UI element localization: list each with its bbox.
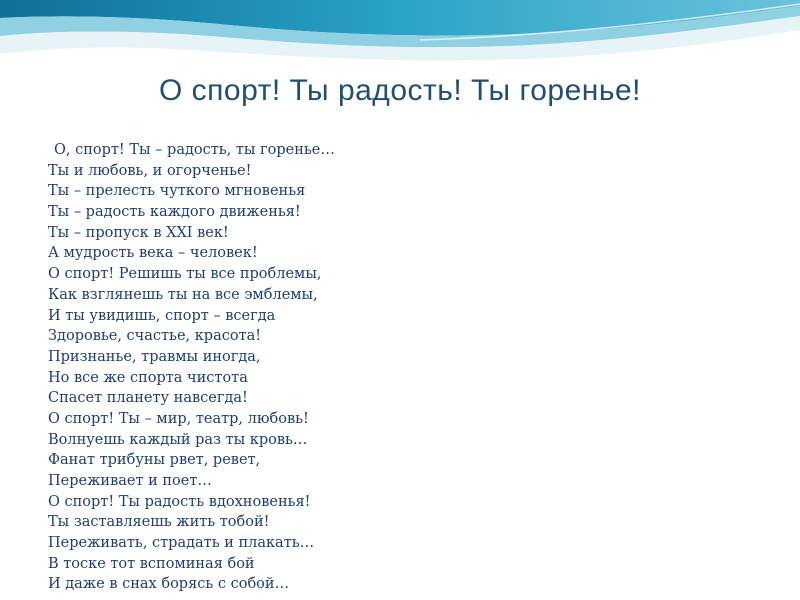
poem-line: И ты увидишь, спорт – всегда bbox=[48, 307, 276, 324]
poem-line: В тоске тот вспоминая бой bbox=[48, 555, 255, 572]
poem-line: Переживать, страдать и плакать… bbox=[48, 535, 315, 552]
poem-line: О спорт! Ты – мир, театр, любовь! bbox=[48, 410, 309, 427]
poem-line: Как взглянешь ты на все эмблемы, bbox=[48, 286, 318, 303]
poem-line: Ты – пропуск в XXI век! bbox=[48, 224, 229, 241]
poem-line: Здоровье, счастье, красота! bbox=[48, 328, 262, 345]
poem-line: А мудрость века – человек! bbox=[48, 245, 258, 262]
poem-line: Ты и любовь, и огорченье! bbox=[48, 162, 252, 179]
poem-line: О, спорт! Ты – радость, ты горенье… bbox=[54, 142, 335, 158]
poem-line: Признанье, травмы иногда, bbox=[48, 348, 261, 365]
poem-line: И даже в снах борясь с собой… bbox=[48, 576, 290, 593]
slide-title: О спорт! Ты радость! Ты горенье! bbox=[159, 74, 641, 107]
poem-line: Спасет планету навсегда! bbox=[48, 390, 248, 407]
poem-line: Ты – прелесть чуткого мгновенья bbox=[48, 183, 306, 200]
poem-line: Волнуешь каждый раз ты кровь… bbox=[48, 431, 308, 448]
poem-line: Ты – радость каждого движенья! bbox=[48, 204, 301, 221]
poem-line: Фанат трибуны рвет, ревет, bbox=[48, 452, 261, 469]
poem-line: О спорт! Решишь ты все проблемы, bbox=[48, 266, 322, 283]
poem-line: Переживает и поет… bbox=[48, 473, 212, 489]
poem-line: О спорт! Ты радость вдохновенья! bbox=[48, 493, 311, 510]
poem-line: Но все же спорта чистота bbox=[48, 369, 248, 386]
poem-text bbox=[48, 140, 748, 595]
wave-decoration bbox=[0, 0, 800, 80]
poem-line: Ты заставляешь жить тобой! bbox=[48, 514, 270, 531]
